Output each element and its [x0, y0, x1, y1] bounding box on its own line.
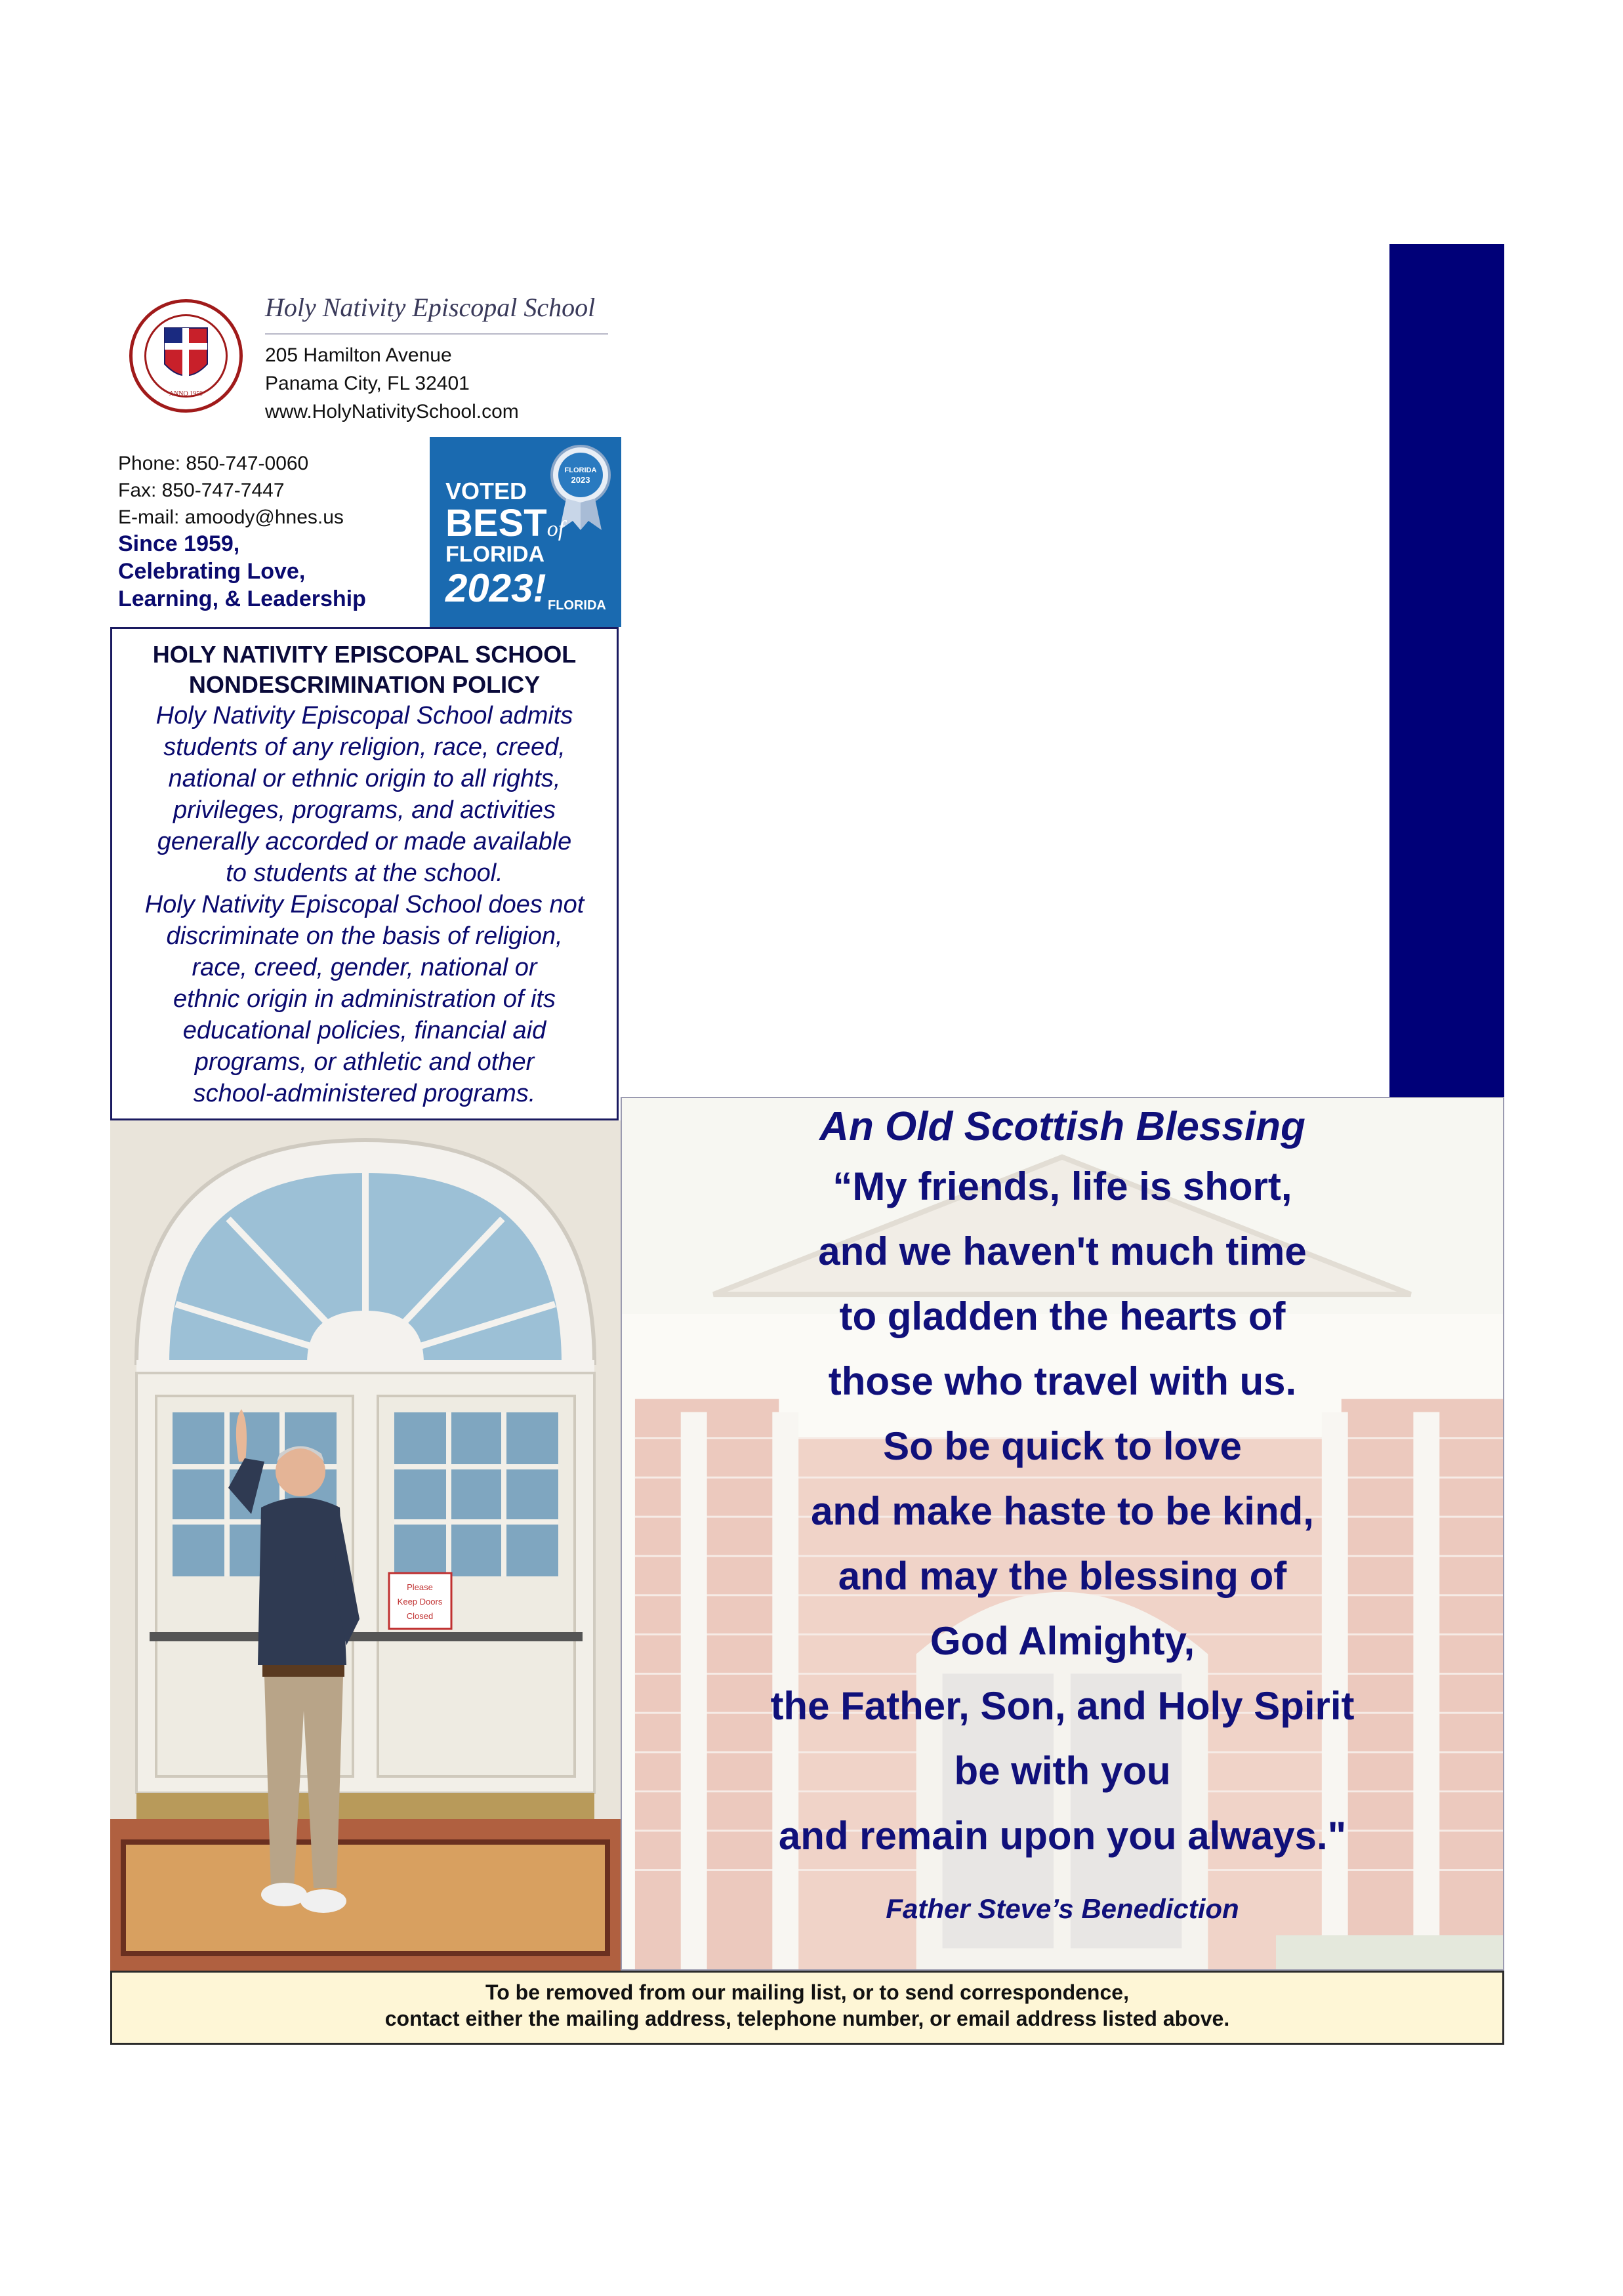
blessing-line: be with you	[954, 1749, 1171, 1793]
seal-year: ANNO 1959	[169, 390, 203, 398]
svg-text:2023: 2023	[571, 475, 590, 485]
policy-text	[112, 700, 617, 1109]
header-divider	[265, 333, 608, 335]
blessing-title: An Old Scottish Blessing	[819, 1104, 1305, 1149]
policy-line: students of any religion, race, creed,	[163, 733, 565, 761]
policy-line: programs, or athletic and other	[194, 1048, 535, 1076]
address-city: Panama City, FL 32401	[265, 373, 470, 394]
policy-line: to students at the school.	[226, 859, 503, 887]
badge-footer: FLORIDA	[548, 598, 606, 613]
blessing-panel	[621, 1097, 1504, 1971]
blessing-line: and remain upon you always."	[778, 1814, 1347, 1858]
blessing-line: God Almighty,	[930, 1619, 1195, 1663]
notice-line-1: To be removed from our mailing list, or to send correspondence,	[485, 1980, 1129, 2004]
blessing-signature: Father Steve’s Benediction	[886, 1893, 1239, 1924]
notice-line-2: contact either the mailing address, telephone number, or email address listed above.	[384, 2007, 1230, 2030]
badge-voted: VOTED	[445, 478, 527, 504]
policy-line: Holy Nativity Episcopal School does not	[144, 891, 585, 918]
policy-line: race, creed, gender, national or	[192, 954, 537, 981]
badge-florida: FLORIDA	[445, 542, 545, 567]
blessing-line: and may the blessing of	[838, 1554, 1287, 1598]
badge-best: BESTof	[445, 502, 565, 544]
blessing-line: to gladden the hearts of	[839, 1294, 1286, 1338]
svg-text:FLORIDA: FLORIDA	[564, 466, 597, 474]
policy-title-line-2: NONDESCRIMINATION POLICY	[188, 671, 541, 698]
policy-line: generally accorded or made available	[157, 828, 572, 855]
door-sign-line-2: Keep Doors	[397, 1597, 443, 1607]
policy-line: school-administered programs.	[193, 1080, 536, 1107]
best-of-florida-badge	[430, 437, 621, 627]
phone-number: Phone: 850-747-0060	[118, 453, 309, 474]
policy-line: privileges, programs, and activities	[173, 796, 556, 824]
email-address[interactable]: E-mail: amoody@hnes.us	[118, 506, 344, 528]
mailing-list-notice	[110, 1971, 1504, 2045]
policy-line: Holy Nativity Episcopal School admits	[155, 702, 573, 729]
door-sign-line-1: Please	[407, 1582, 433, 1592]
badge-year: 2023!	[445, 566, 546, 610]
policy-line: educational policies, financial aid	[182, 1017, 546, 1044]
photo-man-waving-at-doors	[110, 1120, 621, 1972]
door-sign-line-3: Closed	[406, 1611, 434, 1621]
blessing-line: and make haste to be kind,	[811, 1489, 1314, 1533]
address-street: 205 Hamilton Avenue	[265, 344, 452, 366]
website-link[interactable]: www.HolyNativitySchool.com	[265, 401, 519, 422]
tagline-line-3: Learning, & Leadership	[118, 586, 366, 611]
blessing-line: “My friends, life is short,	[832, 1164, 1292, 1208]
school-seal-logo	[129, 298, 243, 413]
navy-accent-bar	[1389, 244, 1504, 1097]
fax-number: Fax: 850-747-7447	[118, 480, 285, 501]
blessing-line: the Father, Son, and Holy Spirit	[770, 1684, 1355, 1728]
policy-line: ethnic origin in administration of its	[173, 985, 556, 1013]
tagline-line-2: Celebrating Love,	[118, 559, 306, 584]
policy-line: discriminate on the basis of religion,	[166, 922, 563, 950]
blessing-line: So be quick to love	[883, 1424, 1242, 1468]
policy-title-line-1: HOLY NATIVITY EPISCOPAL SCHOOL	[152, 641, 577, 668]
policy-line: national or ethnic origin to all rights,	[168, 765, 561, 792]
blessing-line: those who travel with us.	[828, 1359, 1297, 1403]
school-name: Holy Nativity Episcopal School	[265, 293, 596, 322]
tagline-line-1: Since 1959,	[118, 531, 240, 556]
blessing-line: and we haven't much time	[818, 1229, 1307, 1273]
nondiscrimination-policy-box	[110, 627, 619, 1120]
